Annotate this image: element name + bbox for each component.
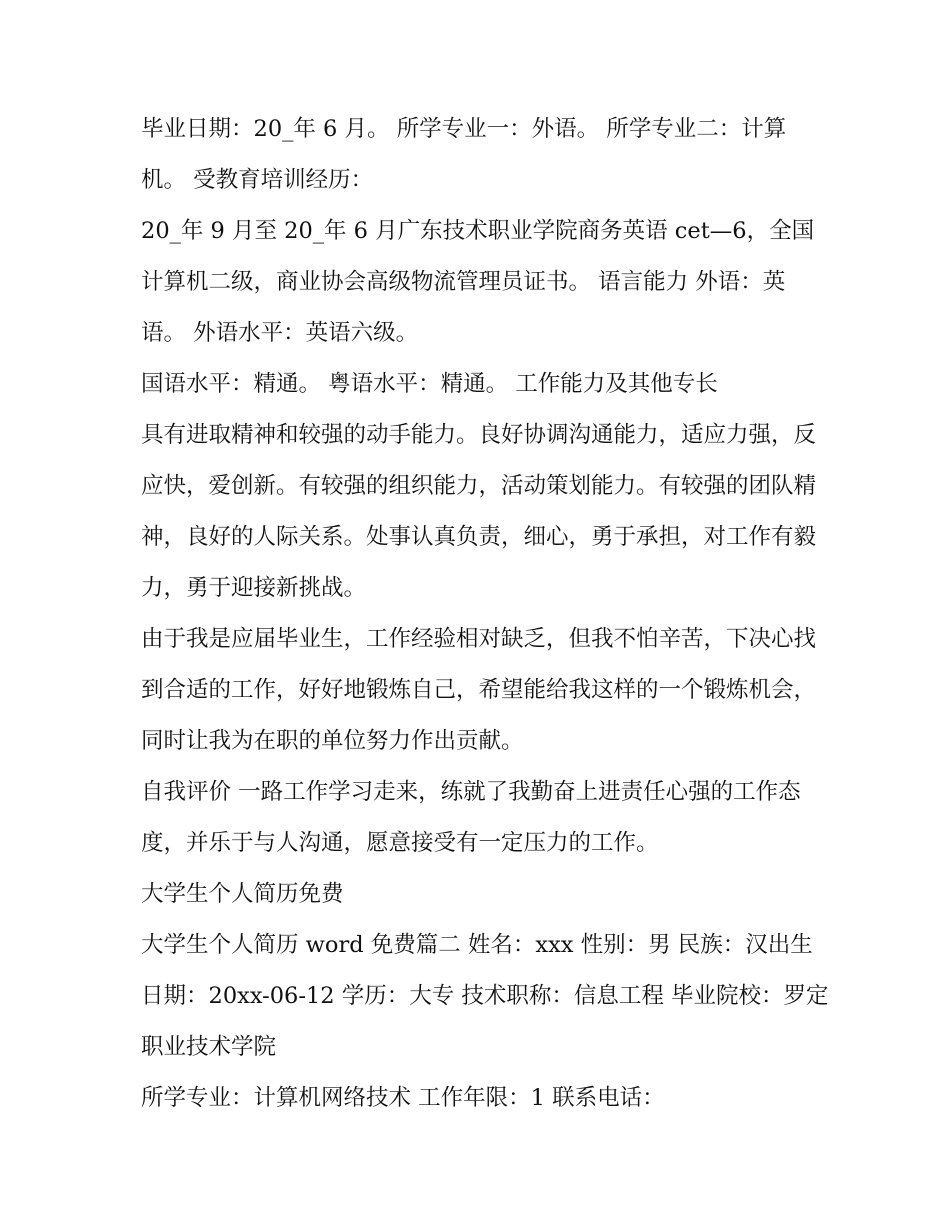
paragraph-self-evaluation: 自我评价 一路工作学习走来，练就了我勤奋上进责任心强的工作态度，并乐于与人沟通，愿意接受有一定压力的工作。 <box>141 779 801 856</box>
section-heading: 大学生个人简历免费 <box>141 881 344 907</box>
paragraph-major-contact: 所学专业：计算机网络技术 工作年限：1 联系电话： <box>141 1085 665 1111</box>
paragraph-motivation: 由于我是应届毕业生，工作经验相对缺乏，但我不怕辛苦，下决心找到合适的工作，好好地锻炼自己，希望能给我这样的一个锻炼机会，同时让我为在职的单位努力作出贡献。 <box>141 626 817 754</box>
paragraph-language-levels: 国语水平：精通。 粤语水平：精通。 工作能力及其他专长 <box>141 371 718 397</box>
paragraph-education-history: 20_年 9 月至 20_年 6 月广东技术职业学院商务英语 cet—6，全国计算机二级，商业协会高级物流管理员证书。 语言能力 外语：英语。 外语水平：英语六级。 <box>141 218 815 346</box>
paragraph-graduation-info: 毕业日期：20_年 6 月。 所学专业一：外语。 所学专业二：计算机。 受教育培训经历： <box>141 116 787 193</box>
paragraph-abilities: 具有进取精神和较强的动手能力。良好协调沟通能力，适应力强，反应快，爱创新。有较强的组织能力，活动策划能力。有较强的团队精神，良好的人际关系。处事认真负责，细心，勇于承担，对工作有毅力，勇于迎接新挑战。 <box>141 422 817 601</box>
paragraph-resume-two-basic-info: 大学生个人简历 word 免费篇二 姓名：xxx 性别：男 民族：汉出生日期：20xx-06-12 学历：大专 技术职称：信息工程 毕业院校：罗定职业技术学院 <box>141 932 829 1060</box>
